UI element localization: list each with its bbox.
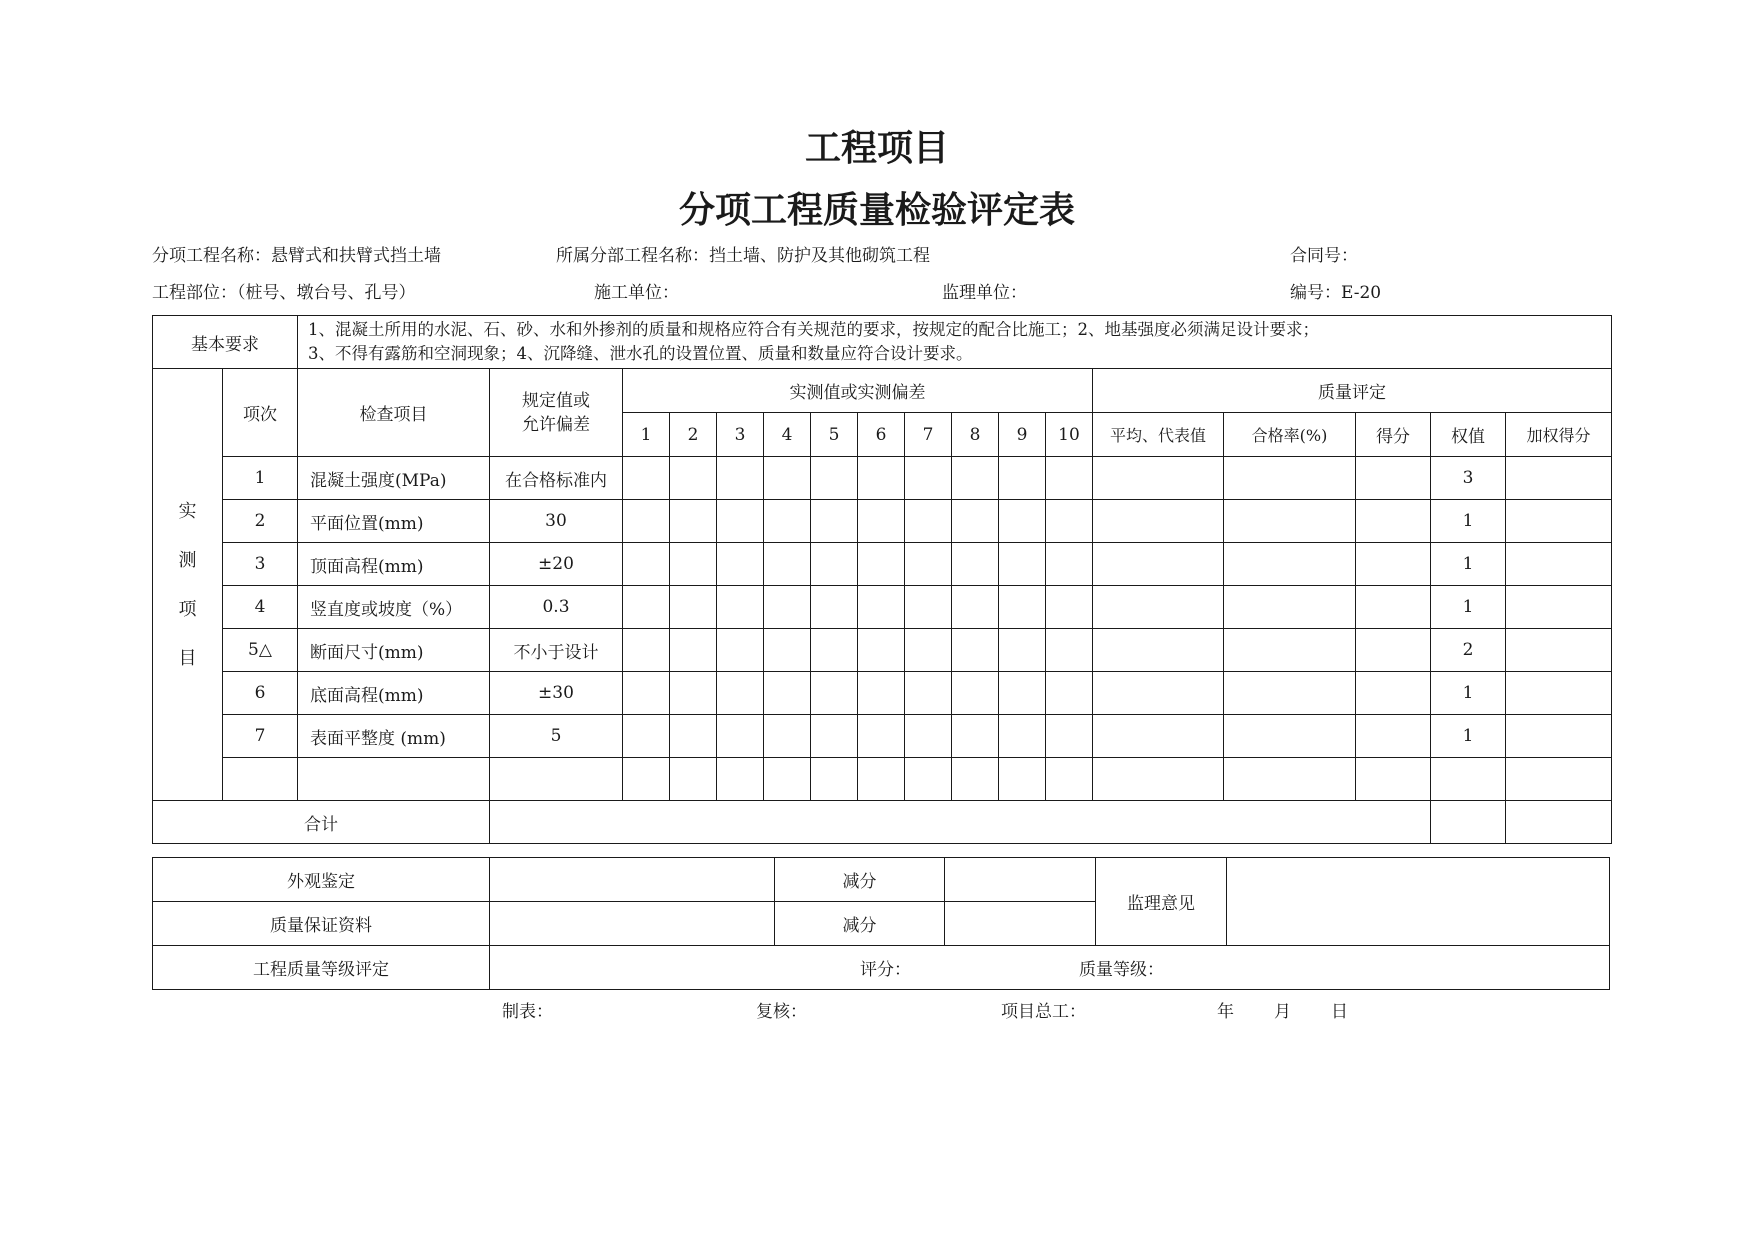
value-cell[interactable]	[811, 758, 858, 801]
year-label: 年	[1217, 1002, 1234, 1022]
weight-cell: 1	[1431, 715, 1506, 758]
location-value: （桩号、墩台号、孔号）	[237, 283, 416, 303]
table-row	[153, 715, 1612, 758]
value-cell[interactable]	[811, 457, 858, 500]
chief-engineer-label: 项目总工：	[1001, 1002, 1086, 1022]
value-cell[interactable]	[858, 629, 905, 672]
title-line2: 分项工程质量检验评定表	[678, 190, 1075, 231]
avg-cell[interactable]	[1093, 543, 1224, 586]
day-label: 日	[1331, 1002, 1348, 1022]
row-spec: 5	[490, 715, 623, 758]
value-cell[interactable]	[764, 500, 811, 543]
location-field	[152, 278, 416, 303]
table-row	[153, 586, 1612, 629]
value-number: 8	[952, 413, 999, 457]
basic-requirements-label: 基本要求	[153, 316, 298, 369]
value-cell[interactable]	[999, 758, 1046, 801]
weighted-score-cell[interactable]	[1506, 629, 1612, 672]
weight-cell: 1	[1431, 672, 1506, 715]
pass-rate-cell[interactable]	[1224, 715, 1356, 758]
row-item: 竖直度或坡度（%）	[298, 586, 490, 629]
value-cell[interactable]	[717, 543, 764, 586]
col-quality-header: 质量评定	[1093, 369, 1612, 413]
avg-cell[interactable]	[1093, 629, 1224, 672]
value-cell[interactable]	[1046, 500, 1093, 543]
col-item-header: 检查项目	[298, 369, 490, 457]
value-cell[interactable]	[670, 758, 717, 801]
value-number: 10	[1046, 413, 1093, 457]
measured-side-label	[153, 369, 223, 801]
weight-cell: 3	[1431, 457, 1506, 500]
basic-requirements-line1: 1、混凝土所用的水泥、石、砂、水和外掺剂的质量和规格应符合有关规范的要求，按规定的配合比施工；2、地基强度必须满足设计要求；	[308, 320, 1319, 339]
value-cell[interactable]	[623, 672, 670, 715]
value-cell[interactable]	[811, 543, 858, 586]
row-spec: 在合格标准内	[490, 457, 623, 500]
weighted-score-cell[interactable]	[1506, 672, 1612, 715]
value-cell[interactable]	[905, 586, 952, 629]
value-cell[interactable]	[623, 715, 670, 758]
value-cell[interactable]	[764, 586, 811, 629]
total-weight-cell[interactable]	[1431, 801, 1506, 844]
supervision-value[interactable]	[1227, 858, 1610, 946]
value-cell[interactable]	[811, 629, 858, 672]
row-spec: ±30	[490, 672, 623, 715]
value-cell[interactable]	[1046, 457, 1093, 500]
constructor-field: 施工单位：	[594, 283, 679, 303]
table-row	[153, 672, 1612, 715]
pass-rate-cell[interactable]	[1224, 586, 1356, 629]
value-cell[interactable]	[811, 715, 858, 758]
grade-value[interactable]	[490, 946, 1610, 990]
value-number: 3	[717, 413, 764, 457]
value-cell[interactable]	[999, 629, 1046, 672]
weighted-score-cell[interactable]	[1506, 457, 1612, 500]
made-by-label: 制表：	[502, 1002, 553, 1022]
measured-header-row	[153, 369, 1612, 413]
value-cell[interactable]	[717, 758, 764, 801]
col-index-header: 项次	[223, 369, 298, 457]
row-index: 4	[223, 586, 298, 629]
value-cell[interactable]	[811, 586, 858, 629]
value-number: 4	[764, 413, 811, 457]
contract-field: 合同号：	[1290, 246, 1358, 266]
value-cell[interactable]	[764, 758, 811, 801]
dept-name-value: 挡土墙、防护及其他砌筑工程	[709, 246, 930, 266]
value-cell[interactable]	[1046, 629, 1093, 672]
value-cell[interactable]	[623, 543, 670, 586]
value-cell[interactable]	[905, 672, 952, 715]
code-field	[1290, 278, 1381, 303]
value-cell[interactable]	[670, 586, 717, 629]
weighted-score-header: 加权得分	[1506, 413, 1612, 457]
row-item: 顶面高程(mm)	[298, 543, 490, 586]
month-label: 月	[1274, 1002, 1291, 1022]
score-header: 得分	[1356, 413, 1431, 457]
value-cell[interactable]	[999, 543, 1046, 586]
row-spec[interactable]	[490, 758, 623, 801]
table-row	[153, 457, 1612, 500]
value-cell[interactable]	[1046, 758, 1093, 801]
score-cell[interactable]	[1356, 629, 1431, 672]
col-spec-line1: 规定值或	[522, 390, 590, 411]
supervisor-field: 监理单位：	[942, 283, 1027, 303]
weight-cell: 2	[1431, 629, 1506, 672]
item-name-value: 悬臂式和扶臂式挡土墙	[271, 246, 441, 266]
value-cell[interactable]	[858, 672, 905, 715]
side-char: 测	[178, 549, 197, 571]
value-cell[interactable]	[905, 758, 952, 801]
value-cell[interactable]	[858, 457, 905, 500]
level-label: 质量等级：	[1079, 960, 1164, 980]
value-cell[interactable]	[952, 543, 999, 586]
value-cell[interactable]	[670, 543, 717, 586]
grade-row	[153, 946, 1610, 990]
value-cell[interactable]	[905, 457, 952, 500]
table-row-empty	[153, 758, 1612, 801]
weight-cell: 1	[1431, 543, 1506, 586]
value-cell[interactable]	[1046, 586, 1093, 629]
pass-rate-cell[interactable]	[1224, 500, 1356, 543]
value-cell[interactable]	[858, 500, 905, 543]
supervision-label: 监理意见	[1096, 858, 1227, 946]
total-label: 合计	[153, 801, 490, 844]
value-cell[interactable]	[952, 715, 999, 758]
value-cell[interactable]	[764, 543, 811, 586]
value-cell[interactable]	[623, 629, 670, 672]
value-cell[interactable]	[999, 586, 1046, 629]
value-cell[interactable]	[623, 758, 670, 801]
row-item[interactable]	[298, 758, 490, 801]
pass-rate-cell[interactable]	[1224, 629, 1356, 672]
code-label: 编号：	[1290, 283, 1341, 303]
grade-label: 工程质量等级评定	[153, 946, 490, 990]
avg-cell[interactable]	[1093, 500, 1224, 543]
weighted-score-cell[interactable]	[1506, 543, 1612, 586]
value-cell[interactable]	[764, 629, 811, 672]
value-cell[interactable]	[952, 586, 999, 629]
pass-rate-header: 合格率(%)	[1224, 413, 1356, 457]
row-index: 1	[223, 457, 298, 500]
value-number: 1	[623, 413, 670, 457]
pass-rate-cell[interactable]	[1224, 457, 1356, 500]
appearance-deduct-label: 减分	[775, 858, 945, 902]
score-cell[interactable]	[1356, 758, 1431, 801]
value-cell[interactable]	[717, 457, 764, 500]
value-cell[interactable]	[717, 629, 764, 672]
location-label: 工程部位：	[152, 283, 237, 303]
col-values-header: 实测值或实测偏差	[623, 369, 1093, 413]
value-cell[interactable]	[952, 758, 999, 801]
total-blank[interactable]	[490, 801, 1431, 844]
code-value: E-20	[1341, 283, 1382, 303]
side-char: 实	[178, 500, 197, 522]
appearance-row	[153, 858, 1610, 902]
avg-value-header: 平均、代表值	[1093, 413, 1224, 457]
total-row	[153, 801, 1612, 844]
row-item: 混凝土强度(MPa)	[298, 457, 490, 500]
weight-cell: 1	[1431, 586, 1506, 629]
value-cell[interactable]	[623, 500, 670, 543]
score-cell[interactable]	[1356, 457, 1431, 500]
avg-cell[interactable]	[1093, 457, 1224, 500]
col-spec-header	[490, 369, 623, 457]
value-cell[interactable]	[764, 715, 811, 758]
value-cell[interactable]	[905, 715, 952, 758]
value-cell[interactable]	[811, 500, 858, 543]
value-cell[interactable]	[905, 629, 952, 672]
basic-requirements-line2: 3、不得有露筋和空洞现象；4、沉降缝、泄水孔的设置位置、质量和数量应符合设计要求。	[308, 344, 973, 363]
value-cell[interactable]	[623, 586, 670, 629]
row-item: 平面位置(mm)	[298, 500, 490, 543]
row-index: 6	[223, 672, 298, 715]
docs-deduct-value[interactable]	[945, 902, 1096, 946]
pass-rate-cell[interactable]	[1224, 543, 1356, 586]
value-cell[interactable]	[811, 672, 858, 715]
row-spec: 0.3	[490, 586, 623, 629]
weight-cell: 1	[1431, 500, 1506, 543]
value-cell[interactable]	[1046, 715, 1093, 758]
item-name-label: 分项工程名称：	[152, 246, 271, 266]
col-spec-line2: 允许偏差	[522, 414, 590, 435]
dept-name-label: 所属分部工程名称：	[556, 246, 709, 266]
value-cell[interactable]	[858, 586, 905, 629]
value-cell[interactable]	[999, 715, 1046, 758]
table-row	[153, 629, 1612, 672]
value-cell[interactable]	[952, 629, 999, 672]
value-cell[interactable]	[623, 457, 670, 500]
item-name-field	[152, 241, 441, 266]
reviewed-by-label: 复核：	[756, 1002, 807, 1022]
side-char: 项	[178, 598, 197, 620]
appearance-value[interactable]	[490, 858, 775, 902]
score-cell[interactable]	[1356, 586, 1431, 629]
value-number: 7	[905, 413, 952, 457]
row-spec: 不小于设计	[490, 629, 623, 672]
value-cell[interactable]	[670, 715, 717, 758]
row-index: 3	[223, 543, 298, 586]
weighted-score-cell[interactable]	[1506, 758, 1612, 801]
avg-cell[interactable]	[1093, 672, 1224, 715]
appearance-deduct-value[interactable]	[945, 858, 1096, 902]
value-cell[interactable]	[1046, 543, 1093, 586]
value-cell[interactable]	[999, 457, 1046, 500]
score-cell[interactable]	[1356, 543, 1431, 586]
value-cell[interactable]	[999, 500, 1046, 543]
basic-requirements-row	[153, 316, 1612, 369]
value-cell[interactable]	[999, 672, 1046, 715]
value-cell[interactable]	[858, 715, 905, 758]
table-row	[153, 543, 1612, 586]
value-number: 9	[999, 413, 1046, 457]
row-index: 2	[223, 500, 298, 543]
score-cell[interactable]	[1356, 500, 1431, 543]
avg-cell[interactable]	[1093, 586, 1224, 629]
docs-deduct-label: 减分	[775, 902, 945, 946]
docs-value[interactable]	[490, 902, 775, 946]
value-number: 5	[811, 413, 858, 457]
row-item: 表面平整度 (mm)	[298, 715, 490, 758]
avg-cell[interactable]	[1093, 715, 1224, 758]
row-index[interactable]	[223, 758, 298, 801]
row-spec: 30	[490, 500, 623, 543]
weighted-score-cell[interactable]	[1506, 500, 1612, 543]
docs-label: 质量保证资料	[153, 902, 490, 946]
value-cell[interactable]	[670, 672, 717, 715]
avg-cell[interactable]	[1093, 758, 1224, 801]
value-cell[interactable]	[670, 629, 717, 672]
total-weighted-score-cell[interactable]	[1506, 801, 1612, 844]
row-item: 断面尺寸(mm)	[298, 629, 490, 672]
value-cell[interactable]	[717, 672, 764, 715]
weighted-score-cell[interactable]	[1506, 586, 1612, 629]
pass-rate-cell[interactable]	[1224, 758, 1356, 801]
value-cell[interactable]	[670, 457, 717, 500]
score-cell[interactable]	[1356, 715, 1431, 758]
value-number: 6	[858, 413, 905, 457]
table-row	[153, 500, 1612, 543]
row-spec: ±20	[490, 543, 623, 586]
assessment-table	[152, 857, 1610, 990]
value-number: 2	[670, 413, 717, 457]
score-label: 评分：	[860, 960, 911, 980]
value-cell[interactable]	[670, 500, 717, 543]
value-cell[interactable]	[952, 457, 999, 500]
weighted-score-cell[interactable]	[1506, 715, 1612, 758]
row-index: 5△	[223, 629, 298, 672]
value-cell[interactable]	[952, 500, 999, 543]
value-cell[interactable]	[905, 543, 952, 586]
row-item: 底面高程(mm)	[298, 672, 490, 715]
value-cell[interactable]	[858, 543, 905, 586]
dept-name-field	[556, 241, 930, 266]
appearance-label: 外观鉴定	[153, 858, 490, 902]
value-cell[interactable]	[717, 500, 764, 543]
pass-rate-cell[interactable]	[1224, 672, 1356, 715]
inspection-table	[152, 315, 1612, 844]
weight-cell[interactable]	[1431, 758, 1506, 801]
value-cell[interactable]	[858, 758, 905, 801]
title-line1: 工程项目	[804, 128, 949, 169]
value-cell[interactable]	[905, 500, 952, 543]
score-cell[interactable]	[1356, 672, 1431, 715]
value-cell[interactable]	[952, 672, 999, 715]
value-cell[interactable]	[717, 715, 764, 758]
value-cell[interactable]	[764, 457, 811, 500]
weight-header: 权值	[1431, 413, 1506, 457]
value-cell[interactable]	[1046, 672, 1093, 715]
side-char: 目	[178, 647, 197, 669]
basic-requirements-text	[298, 316, 1612, 369]
value-cell[interactable]	[717, 586, 764, 629]
value-cell[interactable]	[764, 672, 811, 715]
row-index: 7	[223, 715, 298, 758]
